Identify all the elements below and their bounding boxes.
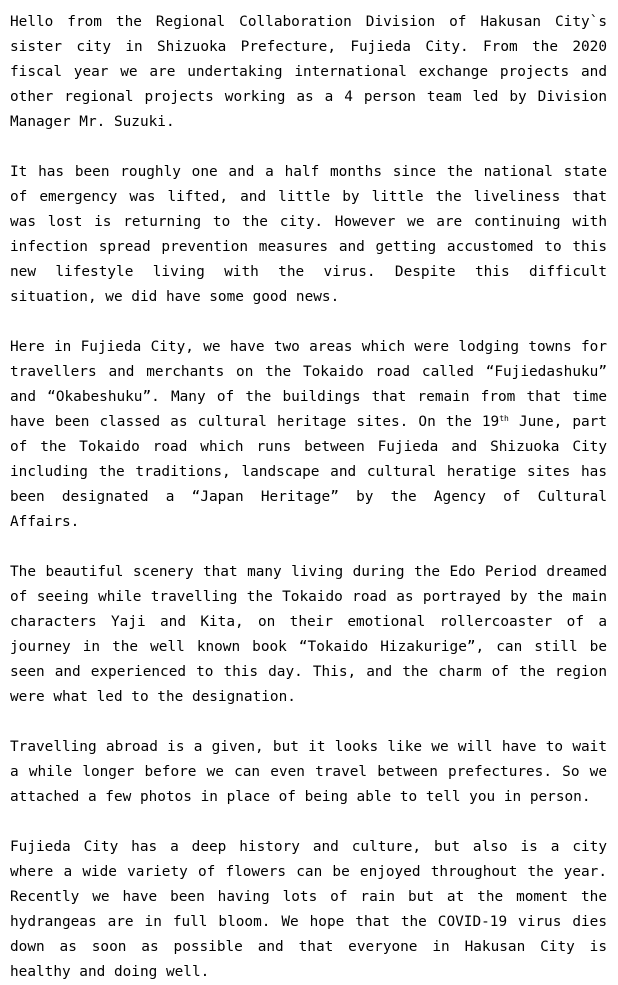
paragraph-tokaido-scenery: The beautiful scenery that many living during the Edo Period dreamed of seeing while travelling the Tokaido road as portrayed by the main characters Yaji and Kita, on their emotional rollercoaster of a journey in the well known book “Tokaido Hizakurige”, can still be seen and experienced to this day. This, and the charm of the region were what led to the designation. xyxy=(10,564,607,705)
paragraph-closing: Fujieda City has a deep history and culture, but also is a city where a wide variety of flowers can be enjoyed throughout the year. Recently we have been having lots of rain but at the moment the hydrangeas are in full bloom. We hope that the COVID-19 virus dies down as soon as possible and that everyone in Hakusan City is healthy and doing well. xyxy=(10,839,607,980)
paragraph-japan-heritage-part2: June, part of the Tokaido road which runs between Fujieda and Shizuoka City including the traditions, landscape and cultural heratige sites has been designated a “Japan Heritage” by the Agency of Cultural Affairs. xyxy=(10,414,608,530)
paragraph-japan-heritage-part1: Here in Fujieda City, we have two areas which were lodging towns for travellers and merchants on the Tokaido road called “Fujiedashuku” and “Okabeshuku”. Many of the buildings that remain from that time have been classed as cultural heritage sites. On the 19 xyxy=(10,339,607,430)
paragraph-japan-heritage xyxy=(10,335,607,535)
paragraph-travel-photos: Travelling abroad is a given, but it looks like we will have to wait a while longer before we can even travel between prefectures. So we attached a few photos in place of being able to tell you in person. xyxy=(10,739,607,805)
ordinal-superscript: th xyxy=(499,414,509,423)
paragraph-state-of-emergency: It has been roughly one and a half months since the national state of emergency was lifted, and little by little the liveliness that was lost is returning to the city. However we are continuing with infection spread prevention measures and getting accustomed to this new lifestyle living with the virus. Despite this difficult situation, we did have some good news. xyxy=(10,164,607,305)
paragraph-greeting: Hello from the Regional Collaboration Division of Hakusan City`s sister city in Shizuoka Prefecture, Fujieda City. From the 2020 fiscal year we are undertaking international exchange projects and other regional projects working as a 4 person team led by Division Manager Mr. Suzuki. xyxy=(10,14,607,130)
